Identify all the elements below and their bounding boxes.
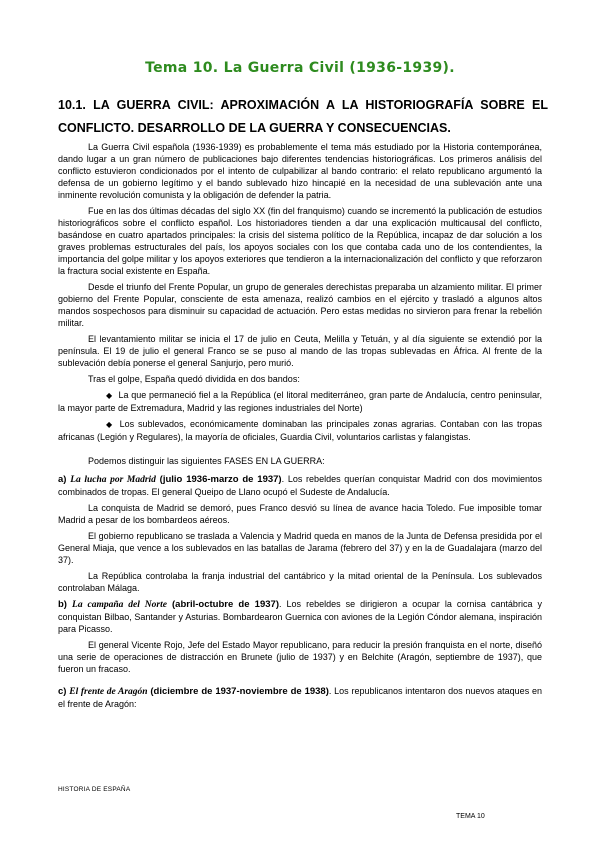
footer-subject: HISTORIA DE ESPAÑA — [58, 786, 131, 793]
phase-dates: (julio 1936-marzo de 1937) — [159, 474, 282, 485]
paragraph-frente-popular: Desde el triunfo del Frente Popular, un grupo de generales derechistas preparaba un alzamiento militar. El primer gobierno del Frente Popular, consciente de esta amenaza, realizó cambios en el ejército y trasladó a algunos altos mandos sospechosos para disminuir su capacidad de actuación. Pero estas medidas no sirvieron para frenar la rebelión militar. — [58, 282, 542, 328]
phase-dates: (abril-octubre de 1937) — [172, 599, 279, 610]
phase-name: La campaña del Norte — [72, 600, 167, 610]
phase-letter: a) — [58, 474, 67, 485]
footer-topic: TEMA 10 — [456, 813, 485, 820]
paragraph-control: La República controlaba la franja industrial del cantábrico y la mitad oriental de la Península. Los sublevados controlaban Málaga. — [58, 571, 542, 593]
paragraph-two-sides: Tras el golpe, España quedó dividida en dos bandos: — [88, 374, 300, 384]
phase-c — [58, 685, 542, 710]
paragraph-late-20th-century: Fue en las dos últimas décadas del siglo XX (fin del franquismo) cuando se incrementó la publicación de estudios historiográficos sobre el conflicto español. Los historiadores tienden a dar una explicación multicausal del conflicto, basándose en cuatro apartados principales: la crisis del sistema político de la República, incapaz de dar solución a los graves problemas estructurales del país, los apoyos sociales con los que contaba cada uno de los contendientes, la importancia del golpe militar y los apoyos exteriores que tendieron a la internacionalización del conflicto y que reforzaron la fractura social existente en España. — [58, 206, 542, 276]
diamond-bullet-icon: ◆ — [106, 391, 113, 400]
paragraph-historiography: La Guerra Civil española (1936-1939) es probablemente el tema más estudiado por la Historia contemporánea, dando lugar a un gran número de publicaciones bajo diferentes tendencias historiográficas. Los primeros análisis del conflicto estuvieron condicionados por el intento de culpabilizar al bando contrario: el relato republicano argumentó la defensa de un gobierno legítimo y el bando sublevado hizo hincapié en la necesidad de una sublevación ante una inminente revolución comunista y la obligación de defender la patria. — [58, 142, 542, 200]
phase-a — [58, 473, 542, 498]
paragraph-uprising: El levantamiento militar se inicia el 17 de julio en Ceuta, Melilla y Tetuán, y al día siguiente se extendió por la península. El 19 de julio el general Franco se se puso al mando de las tropas sublevadas en África. Al frente de la sublevación debía ponerse el general Sanjurjo, pero murió. — [58, 334, 542, 368]
paragraph-madrid-delay: La conquista de Madrid se demoró, pues Franco desvió su línea de avance hacia Toledo. Fue imposible tomar Madrid a pesar de los bombardeos aéreos. — [58, 503, 542, 525]
phase-letter: b) — [58, 599, 67, 610]
phase-letter: c) — [58, 686, 67, 697]
phase-name: El frente de Aragón — [69, 687, 148, 697]
phase-name: La lucha por Madrid — [70, 475, 156, 485]
paragraph-phases-intro: Podemos distinguir las siguientes FASES EN LA GUERRA: — [88, 456, 325, 466]
paragraph-valencia: El gobierno republicano se traslada a Valencia y Madrid queda en manos de la Junta de Defensa presidida por el General Miaja, que vence a los sublevados en las batallas de Jarama (febrero del 37) y en la de Guadalajara (marzo del 37). — [58, 531, 542, 565]
bullet-item-republic — [58, 389, 542, 414]
phase-text: . Los rebeldes querían conquistar Madrid con dos movimientos combinados de tropas. El general Queipo de Llano ocupó el Sudeste de Andalucía. — [58, 474, 542, 497]
phase-text: . Los rebeldes se dirigieron a ocupar la cornisa cantábrica y conquistan Bilbao, Santander y Asturias. Bombardearon Guernica con aviones de la Legión Cóndor alemana, inspiración para Picasso. — [58, 599, 542, 634]
section-heading: 10.1. LA GUERRA CIVIL: APROXIMACIÓN A LA HISTORIOGRAFÍA SOBRE EL CONFLICTO. DESARROLLO DE LA GUERRA Y CONSECUENCIAS. — [58, 98, 548, 135]
document-body — [58, 141, 542, 714]
bullet-text: La que permaneció fiel a la República (el litoral mediterráneo, gran parte de Andalucía, centro peninsular, la mayor parte de Extremadura, Madrid y las regiones industriales del Norte) — [58, 390, 543, 413]
paragraph-vicente-rojo: El general Vicente Rojo, Jefe del Estado Mayor republicano, para reducir la presión franquista en el norte, diseñó una serie de operaciones de distracción en Brunete (julio de 1937) y en Belchite (Aragón, septiembre de 1937), que fueron un fracaso. — [58, 640, 542, 674]
diamond-bullet-icon: ◆ — [106, 420, 114, 429]
page-title: Tema 10. La Guerra Civil (1936-1939). — [145, 60, 455, 76]
phase-dates: (diciembre de 1937-noviembre de 1938) — [150, 686, 329, 697]
bullet-text: Los sublevados, económicamente dominaban las principales zonas agrarias. Contaban con las tropas africanas (Legión y Regulares), la mayoría de oficiales, Guardia Civil, voluntarios carlistas y falangistas. — [58, 419, 542, 442]
bullet-item-rebels — [58, 418, 542, 443]
phase-b — [58, 598, 542, 635]
phase-text: . Los republicanos intentaron dos nuevos ataques en el frente de Aragón: — [58, 686, 542, 709]
